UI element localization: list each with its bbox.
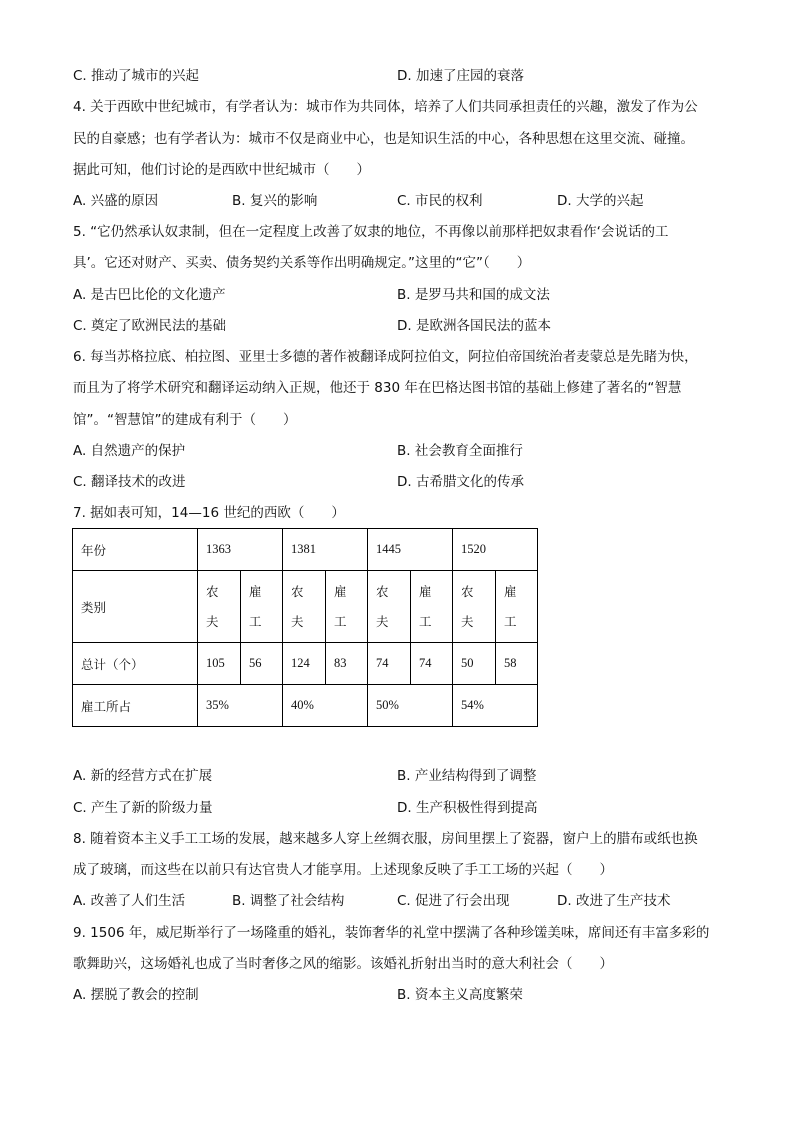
type-hired-worker: 雇工: [504, 583, 517, 629]
type-farmer: 农夫: [206, 583, 219, 629]
year-cell: 1445: [368, 529, 453, 571]
q4-stem-line-2: 民的自豪感；也有学者认为：城市不仅是商业中心，也是知识生活的中心，各种思想在这里交流、碰撞。: [73, 131, 694, 147]
q7-option-c: C. 产生了新的阶级力量: [73, 800, 213, 816]
q9-stem-line-1: 9. 1506 年，威尼斯举行了一场隆重的婚礼，装饰奢华的礼堂中摆满了各种珍馐美味，席间还有丰富多彩的: [73, 925, 710, 941]
year-cell: 1363: [198, 529, 283, 571]
q5-stem-line-1: 5. “它仍然承认奴隶制，但在一定程度上改善了奴隶的地位，不再像以前那样把奴隶看作‘会说话的工: [73, 224, 669, 240]
q7-data-table: [72, 528, 538, 727]
q4-option-a: A. 兴盛的原因: [73, 193, 159, 209]
total-cell: 124: [283, 643, 326, 685]
q7-stem: 7. 据如表可知，14—16 世纪的西欧（ ）: [73, 505, 345, 521]
row-label-total: 总计（个）: [73, 643, 198, 685]
q7-option-b: B. 产业结构得到了调整: [397, 768, 537, 784]
q7-option-d: D. 生产积极性得到提高: [397, 800, 538, 816]
q6-option-a: A. 自然遗产的保护: [73, 443, 186, 459]
q3-option-c: C. 推动了城市的兴起: [73, 68, 200, 84]
q4-stem-line-1: 4. 关于西欧中世纪城市，有学者认为：城市作为共同体，培养了人们共同承担责任的兴趣，激发了作为公: [73, 99, 698, 115]
q5-option-d: D. 是欧洲各国民法的蓝本: [397, 318, 551, 334]
q8-stem-line-2: 成了玻璃，而这些在以前只有达官贵人才能享用。上述现象反映了手工工场的兴起（ ）: [73, 862, 613, 878]
q6-stem-line-2: 而且为了将学术研究和翻译运动纳入正规，他还于 830 年在巴格达图书馆的基础上修建了著名的“智慧: [73, 380, 682, 396]
row-label-share: 雇工所占: [73, 685, 198, 727]
q9-option-b: B. 资本主义高度繁荣: [397, 987, 523, 1003]
year-cell: 1520: [453, 529, 538, 571]
q6-stem-line-3: 馆”。“智慧馆”的建成有利于（ ）: [73, 412, 297, 428]
type-hired-worker: 雇工: [249, 583, 262, 629]
row-label-type: 类别: [73, 571, 198, 643]
total-cell: 56: [241, 643, 283, 685]
q5-stem-line-2: 具’。它还对财产、买卖、债务契约关系等作出明确规定。”这里的“它”（ ）: [73, 255, 531, 271]
share-cell: 40%: [283, 685, 368, 727]
year-cell: 1381: [283, 529, 368, 571]
q9-option-a: A. 摆脱了教会的控制: [73, 987, 199, 1003]
q8-option-a: A. 改善了人们生活: [73, 893, 186, 909]
total-cell: 58: [496, 643, 538, 685]
total-cell: 105: [198, 643, 241, 685]
share-cell: 50%: [368, 685, 453, 727]
q5-option-c: C. 奠定了欧洲民法的基础: [73, 318, 227, 334]
type-farmer: 农夫: [376, 583, 389, 629]
q6-option-d: D. 古希腊文化的传承: [397, 474, 524, 490]
q6-option-b: B. 社会教育全面推行: [397, 443, 523, 459]
q8-option-c: C. 促进了行会出现: [397, 893, 510, 909]
q8-option-b: B. 调整了社会结构: [232, 893, 345, 909]
q3-option-d: D. 加速了庄园的衰落: [397, 68, 524, 84]
total-cell: 74: [368, 643, 411, 685]
total-cell: 74: [411, 643, 453, 685]
total-cell: 50: [453, 643, 496, 685]
q4-option-c: C. 市民的权利: [397, 193, 483, 209]
table-row-share: [73, 685, 538, 727]
q4-stem-line-3: 据此可知，他们讨论的是西欧中世纪城市（ ）: [73, 162, 370, 178]
type-farmer: 农夫: [461, 583, 474, 629]
q6-option-c: C. 翻译技术的改进: [73, 474, 186, 490]
total-cell: 83: [326, 643, 368, 685]
row-label-year: 年份: [73, 529, 198, 571]
share-cell: 35%: [198, 685, 283, 727]
type-hired-worker: 雇工: [419, 583, 432, 629]
share-cell: 54%: [453, 685, 538, 727]
q4-option-d: D. 大学的兴起: [557, 193, 644, 209]
table-row-total: [73, 643, 538, 685]
q5-option-b: B. 是罗马共和国的成文法: [397, 287, 550, 303]
q6-stem-line-1: 6. 每当苏格拉底、柏拉图、亚里士多德的著作被翻译成阿拉伯文，阿拉伯帝国统治者麦蒙总是先睹为快，: [73, 349, 698, 365]
type-hired-worker: 雇工: [334, 583, 347, 629]
table-row-year: [73, 529, 538, 571]
q8-option-d: D. 改进了生产技术: [557, 893, 671, 909]
q7-option-a: A. 新的经营方式在扩展: [73, 768, 213, 784]
q8-stem-line-1: 8. 随着资本主义手工工场的发展，越来越多人穿上丝绸衣服，房间里摆上了瓷器，窗户上的腊布或纸也换: [73, 831, 698, 847]
q9-stem-line-2: 歌舞助兴，这场婚礼也成了当时奢侈之风的缩影。该婚礼折射出当时的意大利社会（ ）: [73, 956, 613, 972]
q5-option-a: A. 是古巴比伦的文化遗产: [73, 287, 226, 303]
type-farmer: 农夫: [291, 583, 304, 629]
q4-option-b: B. 复兴的影响: [232, 193, 318, 209]
table-row-type: [73, 571, 538, 643]
